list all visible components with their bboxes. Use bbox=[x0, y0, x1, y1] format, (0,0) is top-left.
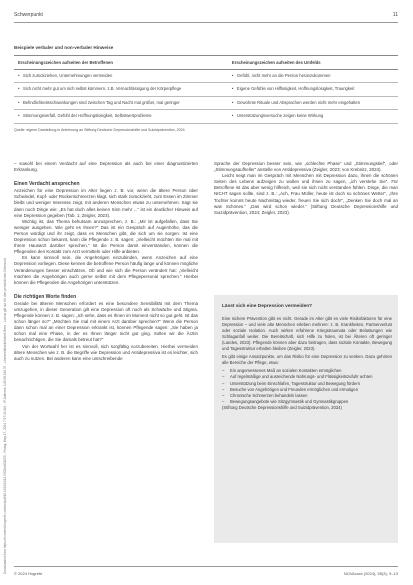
heading-right-words: Die richtigen Worte finden bbox=[14, 293, 77, 300]
table-cell-affected: • Sich nicht mehr gut um sich selbst kümmern, z.B. Vernachlässigung der Körperpflege bbox=[14, 83, 228, 96]
page-header bbox=[14, 9, 398, 21]
infobox-title: Lässt sich eine Depression vermeiden? bbox=[222, 304, 313, 309]
footer-copyright: © 2024 Hogrefe bbox=[14, 571, 43, 576]
table-source-note: Quelle: eigene Darstellung in Anlehnung an Stiftung Deutsche Depressionshilfe und Suizidprävention, 2024 bbox=[14, 127, 185, 132]
table-row bbox=[14, 83, 398, 96]
body-paragraph: Wichtig ist, das Thema behutsam anzusprechen, z. B.: „Mir ist aufgefallen, dass Sie weniger ausgehen. Wie geht es Ihnen?“ Das ist ein Gespräch auf Augenhöhe, das die Person würdigt und ihr zeigt, dass es Menschen gibt, die sich um sie sorgen. Ist eine Depression schon bekannt, kann die Pflegende z. B. sagen: „Vielleicht möchten Sie mal mit Ihrem Hausarzt darüber sprechen.“ Ist die Person damit einverstanden, können die Pflegenden den Kontakt zum Arzt vermitteln oder Hilfe anbieten. bbox=[14, 218, 198, 255]
table-cell-environment: • Gefühl, nicht mehr an die Person heranzukommen bbox=[228, 70, 398, 83]
list-item: – Ein angemessenes Maß an sozialen Kontakten ermöglichen bbox=[222, 368, 392, 374]
table-cell-environment: • Gewohnte Rituale und Absprachen werden nicht mehr eingehalten bbox=[228, 96, 398, 109]
table-row bbox=[14, 96, 398, 109]
body-paragraph: Sprache der Depression besser sein, wie „schlechte Phase“ und „Stimmungstief“, oder „Stimmungsaufheller“ anstelle von Antidepressiva (Zeigler, 2023; von Krebnitz, 2024). bbox=[214, 161, 398, 173]
infobox-list bbox=[222, 368, 392, 404]
body-paragraph: Anzeichen für eine Depression im Alter liegen z. B. vor, wenn die ältere Person über Schwindel, Kopf- oder Rückenschmerzen klagt, sich stark zurückzieht, zum Essen im Zimmer bleibt und weniger Interesse zeigt, mit anderen Menschen etwas zu unternehmen. Sagt sie dann noch Dinge wie: „Es hat doch alles keinen Sinn mehr ...“ ist ein deutlicher Hinweis auf eine Depression gegeben (Tab. 1; Zeigler, 2023). bbox=[14, 188, 198, 218]
footer-citation: NOVAcura (2024), 55(3), 9–13 bbox=[343, 571, 398, 576]
list-item: – Chronische Schmerzen behandeln lassen bbox=[222, 393, 392, 399]
table-cell-affected: • Stimmungsverfall, Gefühl der Hoffnungslosigkeit, Selbstwertprobleme bbox=[14, 110, 228, 123]
table-header-affected: Erscheinungszeichen aufseiten der Betroffenen bbox=[14, 56, 228, 70]
page-footer bbox=[14, 568, 398, 578]
table-row bbox=[14, 110, 398, 123]
body-paragraph: Gerade bei älteren Menschen erfordert es eine besondere Sensibilität mit dem Thema umzugehen, in dieser Generation gilt eine Depression oft noch als Schwäche und Stigma. Pflegende können z. B. sagen: „Ich sehe, dass es Ihnen im Moment nicht so gut geht. Ist das schon länger so?“ „Möchten Sie mal mit einem Arzt darüber sprechen?“ Wenn die Person dann schon mal an einer Depression erkrankt ist, können Pflegende sagen: „Sie haben ja schon mal eine Phase, in der es Ihnen länger nicht gut ging. Sollen wir die Ärztin benachrichtigen, die Sie damals betreut hat?“ bbox=[14, 300, 198, 343]
infobox-source: (Stiftung Deutsche Depressionshilfe und Suizidprävention, 2024) bbox=[222, 404, 342, 410]
table-caption: Beispiele verbaler und non-verbaler Hinweise bbox=[14, 45, 114, 50]
heading-raise-suspicion: Einen Verdacht ansprechen bbox=[14, 181, 80, 188]
list-item: – Auf regelmäßige und ausreichende Nahrungs- und Flüssigkeitszufuhr achten bbox=[222, 374, 392, 380]
hint-table-block bbox=[14, 45, 398, 132]
body-paragraph: Leicht neigt man im Gespräch mit Menschen mit Depression dazu, ihnen die schönen Seiten des Lebens aufzeigen zu wollen und ihnen zu sagen, „ich verstehe Sie“. Für Betroffene ist das aber wenig hilfreich, weil sie sich nicht verstanden fühlen. Dinge, die man NICHT sagen sollte, sind z. B.: „Ach, Frau Müller, heute ist doch so schönes Wetter“, „Ihre Tochter kommt heute Nachmittag wieder, freuen Sie sich doch!“, „Denken Sie doch mal an was Schönes.“ „Das wird schon wieder.“ (Stiftung Deutsche Depressionshilfe und Suizidprävention, 2024; Zeigler, 2023). bbox=[214, 173, 398, 215]
footer-rule bbox=[14, 566, 398, 567]
table-cell-environment: • Unterstützungsversuche zeigen keine Wirkung bbox=[228, 110, 398, 123]
prevention-infobox bbox=[214, 295, 398, 543]
section-title: Schwerpunkt bbox=[14, 12, 43, 18]
left-column bbox=[14, 161, 198, 362]
table-cell-environment: • Eigene Gefühle von Hilflosigkeit, Hoffnungslosigkeit, Traurigkeit bbox=[228, 83, 398, 96]
body-paragraph: Es kann sinnvoll sein, die Angehörigen einzubinden, wenn Anzeichen auf eine Depression vorliegen. Diese kennen die betroffene Person häufig lange und können mögliche Veränderungen besser einschätzen. Ob und wie sich die Person verändert hat: „Vielleicht möchten die Angehörigen auch gerne selbst mit dem Pflegepersonal sprechen.“ Hierbei können die Pflegenden die Angehörigen unterstützen. bbox=[14, 255, 198, 285]
table-row bbox=[14, 70, 398, 83]
list-item: – Besuche von Angehörigen und Freunden ermöglichen und ermutigen bbox=[222, 387, 392, 393]
list-item: – Bewegungsangebote wie Sitzgymnastik und Gymnastikgruppen bbox=[222, 399, 392, 405]
infobox-body bbox=[214, 316, 398, 411]
intro-paragraph: – sowohl bei einem Verdacht auf eine Depression als auch bei einer diagnostizierten Erkrankung. bbox=[14, 161, 198, 173]
hint-table bbox=[14, 55, 398, 124]
table-header-environment: Erscheinungszeichen aufseiten des Umfelds bbox=[228, 56, 398, 70]
body-paragraph: Von der Wortwahl her ist es sinnvoll, sich sorgfältig vorzubereiten. Hierbei vermeiden ältere Menschen wie z. B. die Begriffe wie Depression und Antidepressiva ist es leichter, sich auch zu nutzen. Bei anderen kann eine umschreibende bbox=[14, 343, 198, 361]
table-cell-affected: • Sich zurückziehen, Unternehmungen vermeiden bbox=[14, 70, 228, 83]
table-cell-affected: • Befindlichkeitsschwankungen sind zwischen Tag und Nacht mal größer, mal geringer bbox=[14, 96, 228, 109]
list-item: – Unterstützung beim Einschlafen, Tagesstruktur und Bewegung fördern bbox=[222, 381, 392, 387]
right-column bbox=[214, 161, 398, 216]
header-rule bbox=[14, 22, 398, 23]
download-notice: Downloaded from https://econtent.hogrefe.com/doi/pdf/10.1024/1012-5302/a001053 - Friday, May 17, 2024 7:27:29 AM - IP Address: 145.58.240.37 - Universitätsbibliothek Bern - Lizenz gilt nur für den persönlichen Gebrauch bbox=[3, 257, 7, 574]
page-number: 11 bbox=[392, 12, 398, 18]
infobox-paragraph: Eine sichere Prävention gibt es nicht. Gerade im Alter gibt es viele Risikofaktoren für eine Depression – und viele alte Menschen erleben mehrere: z. B. Krankheiten, Partnerverlust oder soziale Isolation. Auch wirken erfahrene Kriegstraumata oder Belastungen wie Schlaganfall weiter. Die Bereitschaft, sich Hilfe zu holen, ist bei Älteren oft geringer (Landes, 2023). Pflegende können aber dazu beitragen, dass soziale Kontakte, Bewegung und Tagesstruktur erhalten bleiben (Zeigler, 2023). bbox=[222, 316, 392, 352]
infobox-paragraph: Es gibt einige Ansatzpunkte, um das Risiko für eine Depression zu senken. Dazu gehören alle Bereiche der Pflege, etwa: bbox=[222, 354, 392, 366]
table-header-row bbox=[14, 56, 398, 70]
